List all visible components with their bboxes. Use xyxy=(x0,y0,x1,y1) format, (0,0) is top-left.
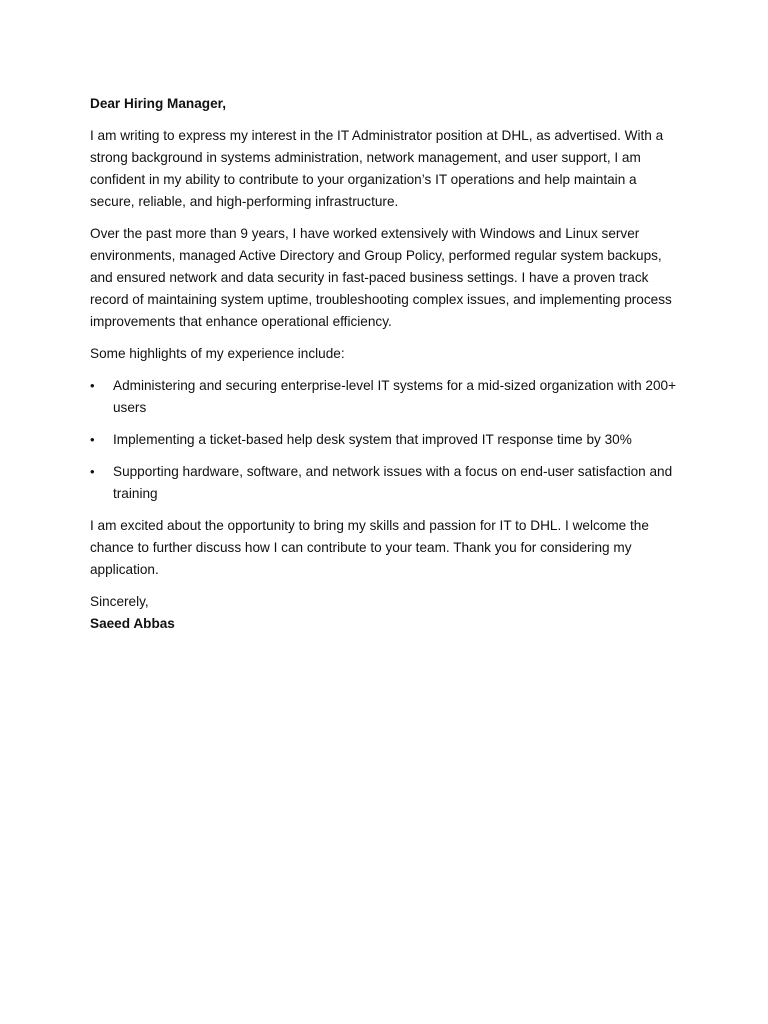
signature: Saeed Abbas xyxy=(90,616,175,631)
experience-paragraph: Over the past more than 9 years, I have worked extensively with Windows and Linux server environments, managed Active Directory and Group Policy, performed regular system backups, and ensured network and data security in fast-paced business settings. I have a proven track record of maintaining system uptime, troubleshooting complex issues, and implementing process improvements that enhance operational efficiency. xyxy=(90,226,672,329)
bullet-icon: • xyxy=(90,464,95,479)
list-item xyxy=(90,375,680,419)
list-item-text: Administering and securing enterprise-level IT systems for a mid-sized organization with 200+ users xyxy=(113,378,677,415)
closing-line: Sincerely, xyxy=(90,594,149,609)
bullet-icon: • xyxy=(90,432,95,447)
closing-paragraph: I am excited about the opportunity to bring my skills and passion for IT to DHL. I welcome the chance to further discuss how I can contribute to your team. Thank you for considering my application. xyxy=(90,518,649,577)
list-item-text: Supporting hardware, software, and network issues with a focus on end-user satisfaction and training xyxy=(113,464,673,501)
list-item xyxy=(90,429,680,451)
cover-letter xyxy=(90,93,680,635)
intro-paragraph: I am writing to express my interest in the IT Administrator position at DHL, as advertised. With a strong background in systems administration, network management, and user support, I am confident in my ability to contribute to your organization’s IT operations and help maintain a secure, reliable, and high-performing infrastructure. xyxy=(90,128,664,209)
highlights-list xyxy=(90,375,680,505)
list-item-text: Implementing a ticket-based help desk system that improved IT response time by 30% xyxy=(113,432,632,447)
salutation: Dear Hiring Manager, xyxy=(90,96,226,111)
highlights-intro: Some highlights of my experience include: xyxy=(90,346,345,361)
bullet-icon: • xyxy=(90,378,95,393)
list-item xyxy=(90,461,680,505)
